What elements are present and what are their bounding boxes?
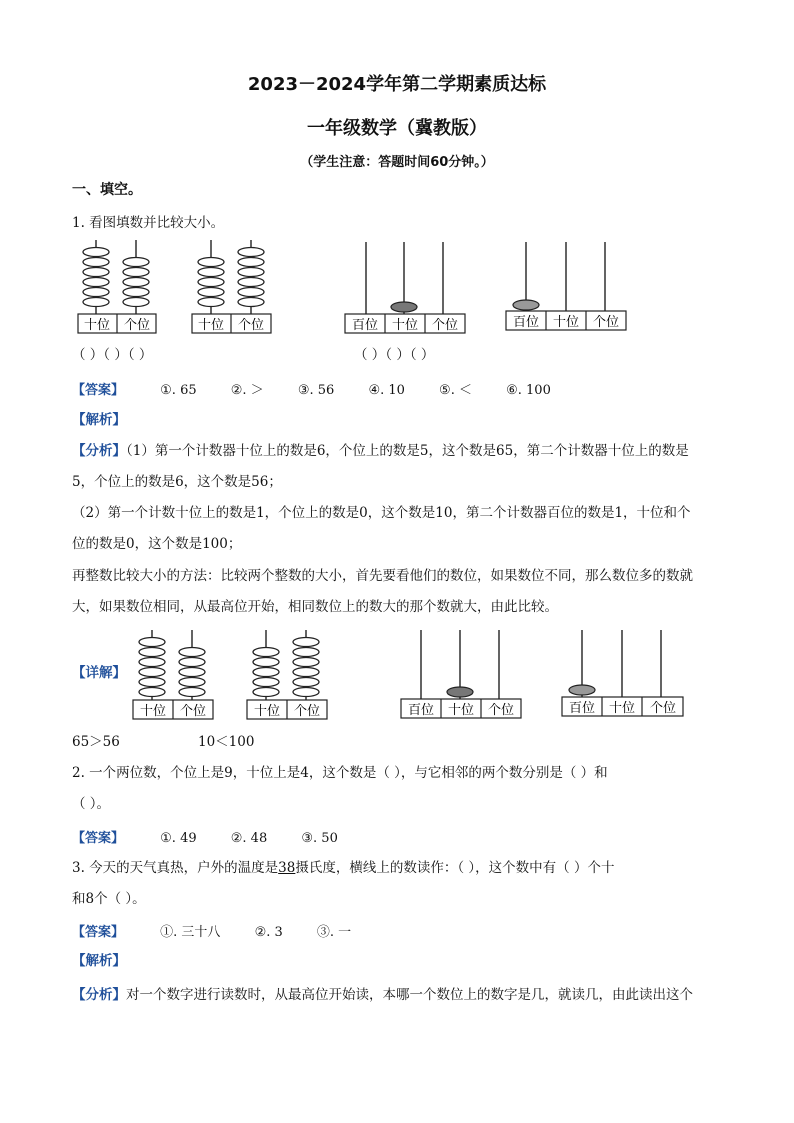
abacus-label-ten: 十位	[253, 704, 281, 719]
abacus-label-ten: 十位	[83, 318, 111, 333]
answer-label: 【答案】	[72, 831, 125, 846]
answer-label: 【答案】	[72, 925, 125, 940]
answer-item: ③. 50	[301, 831, 338, 846]
abacus-56	[192, 240, 271, 333]
q2-answer-row	[72, 827, 368, 846]
abacus-label-hundred: 百位	[407, 703, 435, 718]
abacus-label-ten: 十位	[552, 315, 580, 330]
abacus-label-hundred: 百位	[512, 315, 540, 330]
abacus-label-one: 个位	[293, 704, 321, 719]
abacus-label-ten: 十位	[447, 703, 475, 718]
analysis-label: 【分析】	[72, 443, 126, 459]
q1-analysis-line: 【分析】（1）第一个计数器十位上的数是6，个位上的数是5，这个数是65，第二个计数器十位上的数是	[72, 443, 689, 459]
q1-prompt: 1. 看图填数并比较大小。	[72, 215, 225, 231]
q3-prompt-line: 和8个（ ）。	[72, 891, 146, 907]
detail-abacus-10	[401, 630, 521, 718]
answer-item: ①. 49	[160, 831, 197, 846]
answer-item: ①. 三十八	[160, 925, 221, 940]
answer-item: ②. 3	[254, 925, 283, 940]
detail-abacus-56	[247, 630, 327, 719]
answer-item: ①. 65	[160, 383, 197, 398]
abacus-label-one: 个位	[487, 703, 515, 718]
q1-analysis-line: 大，如果数位相同，从最高位开始，相同数位上的数大的那个数就大，由此比较。	[72, 599, 558, 615]
exam-subtitle: 一年级数学（冀教版）	[307, 118, 487, 139]
q1-analysis-line: 位的数是0，这个数是100；	[72, 536, 242, 552]
q1-analysis-line: （2）第一个计数十位上的数是1，个位上的数是0，这个数是10，第二个计数器百位的数是1，十位和个	[72, 505, 691, 521]
abacus-label-one: 个位	[431, 318, 459, 333]
q1-blanks-left: （ ）（ ）（ ）	[72, 347, 153, 363]
q1-blanks-right: （ ）（ ）（ ）	[354, 347, 435, 363]
q2-prompt-line: （ ）。	[72, 796, 111, 812]
abacus-label-ten: 十位	[139, 704, 167, 719]
detail-label: 【详解】	[72, 665, 126, 681]
compare-result-b: 10＜100	[198, 734, 255, 750]
jiexi-label: 【解析】	[72, 953, 126, 969]
compare-result-a: 65＞56	[72, 734, 120, 750]
q3-prompt-start: 3. 今天的天气真热，户外的温度是	[72, 860, 279, 876]
answer-item: ②. ＞	[230, 383, 264, 398]
answer-label: 【答案】	[72, 383, 125, 398]
abacus-10	[345, 242, 465, 333]
section-title: 一、填空。	[72, 182, 142, 198]
q1-detail-abacus-figures	[0, 626, 794, 726]
q3-prompt-end: 摄氏度，横线上的数读作：（ ），这个数中有（ ）个十	[295, 860, 615, 876]
q1-answer-row	[72, 379, 581, 398]
answer-item: ③. 一	[316, 925, 352, 940]
q1-analysis-line: 5，个位上的数是6，这个数是56；	[72, 474, 282, 490]
abacus-label-one: 个位	[649, 701, 677, 716]
abacus-label-one: 个位	[237, 318, 265, 333]
underlined-number: 38	[278, 860, 296, 876]
jiexi-label: 【解析】	[72, 412, 126, 428]
answer-item: ④. 10	[368, 383, 405, 398]
q3-prompt-line	[72, 859, 614, 877]
answer-item: ⑤. ＜	[439, 383, 472, 398]
answer-item: ③. 56	[297, 383, 335, 398]
abacus-label-one: 个位	[179, 704, 207, 719]
abacus-label-hundred: 百位	[351, 318, 379, 333]
q1-abacus-figures	[0, 238, 794, 338]
analysis-label: 【分析】	[72, 987, 126, 1003]
abacus-label-one: 个位	[123, 318, 151, 333]
abacus-100	[506, 242, 626, 330]
q2-prompt-line: 2. 一个两位数，个位上是9，十位上是4，这个数是（ ），与它相邻的两个数分别是（ ）和	[72, 765, 608, 781]
abacus-label-ten: 十位	[391, 318, 419, 333]
abacus-label-ten: 十位	[197, 318, 225, 333]
q1-analysis-line: 再整数比较大小的方法：比较两个整数的大小，首先要看他们的数位，如果数位不同，那么数位多的数就	[72, 568, 693, 584]
abacus-label-one: 个位	[592, 315, 620, 330]
abacus-65	[78, 240, 156, 333]
detail-abacus-100	[562, 630, 683, 716]
exam-note: （学生注意：答题时间60分钟。）	[300, 155, 494, 170]
exam-title: 2023－2024学年第二学期素质达标	[247, 74, 547, 95]
q3-answer-row	[72, 921, 381, 940]
q3-analysis-line: 【分析】对一个数字进行读数时，从最高位开始读，本哪一个数位上的数字是几，就读几，由此读出这个	[72, 987, 693, 1003]
detail-abacus-65	[133, 630, 213, 719]
answer-item: ②. 48	[230, 831, 268, 846]
abacus-label-ten: 十位	[608, 701, 636, 716]
abacus-label-hundred: 百位	[568, 701, 596, 716]
answer-item: ⑥. 100	[506, 383, 551, 398]
